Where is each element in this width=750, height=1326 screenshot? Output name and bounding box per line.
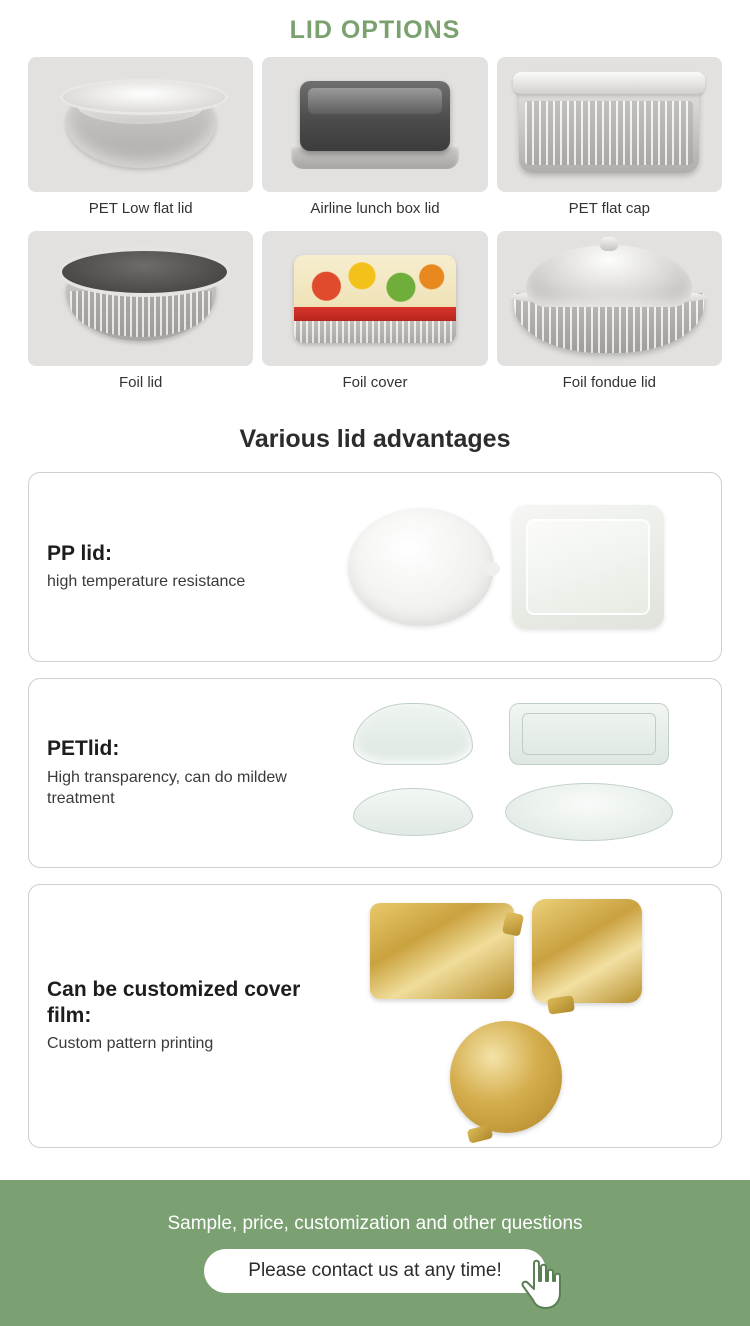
pet-oval-lid-icon [505, 783, 673, 841]
gold-square-film-icon [532, 899, 642, 1003]
lid-option-item[interactable] [28, 57, 253, 227]
lid-option-caption: Foil lid [118, 374, 163, 391]
advantage-card-custom-film [28, 884, 722, 1148]
advantage-card-desc: high temperature resistance [47, 573, 246, 591]
lid-option-item[interactable] [28, 231, 253, 401]
lid-option-thumbnail[interactable] [262, 57, 487, 192]
round-foil-lid-icon [66, 257, 216, 341]
lid-option-item[interactable] [262, 231, 487, 401]
pp-lids-art [309, 505, 703, 629]
pet-lids-art [309, 700, 703, 846]
fondue-dome-lid-icon [514, 245, 704, 353]
lid-option-caption: PET flat cap [568, 200, 651, 217]
lid-option-thumbnail[interactable] [28, 57, 253, 192]
advantage-card-desc: High transparency, can do mildew treatment [47, 768, 287, 808]
advantage-card-text [47, 977, 309, 1055]
advantage-card-pet [28, 678, 722, 868]
lid-option-caption: Airline lunch box lid [310, 200, 440, 217]
pp-rect-lid-icon [512, 505, 664, 629]
contact-button-wrap [204, 1249, 545, 1293]
lid-option-thumbnail[interactable] [28, 231, 253, 366]
lid-options-grid [0, 57, 750, 401]
airline-rect-lid-icon [291, 81, 459, 169]
round-foil-pan-icon [66, 82, 216, 168]
lid-option-item[interactable] [497, 57, 722, 227]
lid-option-thumbnail[interactable] [262, 231, 487, 366]
pet-dome-lid-icon [353, 703, 473, 765]
contact-us-button[interactable]: Please contact us at any time! [204, 1249, 545, 1293]
gold-circle-film-icon [450, 1021, 562, 1133]
lid-option-thumbnail[interactable] [497, 57, 722, 192]
printed-foil-cover-icon [294, 255, 456, 343]
lid-option-item[interactable] [497, 231, 722, 401]
advantages-heading: Various lid advantages [239, 425, 511, 453]
lid-option-item[interactable] [262, 57, 487, 227]
contact-footer [0, 1180, 750, 1326]
page-title: LID OPTIONS [289, 16, 461, 44]
pp-round-lid-icon [348, 508, 494, 626]
pet-shallow-lid-icon [353, 788, 473, 836]
lid-option-thumbnail[interactable] [497, 231, 722, 366]
advantage-card-text [47, 541, 309, 593]
advantage-card-pp [28, 472, 722, 662]
gold-rect-film-icon [370, 903, 514, 999]
advantage-card-text [47, 736, 309, 809]
lid-option-caption: PET Low flat lid [88, 200, 193, 217]
gold-film-art [309, 899, 703, 1133]
advantage-card-title: PP lid: [47, 542, 112, 566]
advantage-card-title: Can be customized cover film: [47, 977, 301, 1028]
deep-rect-pan-icon [519, 77, 699, 173]
footer-message: Sample, price, customization and other questions [167, 1213, 583, 1234]
lid-option-caption: Foil fondue lid [562, 374, 657, 391]
pet-tray-lid-icon [509, 703, 669, 765]
advantage-card-title: PETlid: [47, 737, 120, 761]
advantage-card-desc: Custom pattern printing [47, 1035, 214, 1053]
lid-option-caption: Foil cover [342, 374, 408, 391]
